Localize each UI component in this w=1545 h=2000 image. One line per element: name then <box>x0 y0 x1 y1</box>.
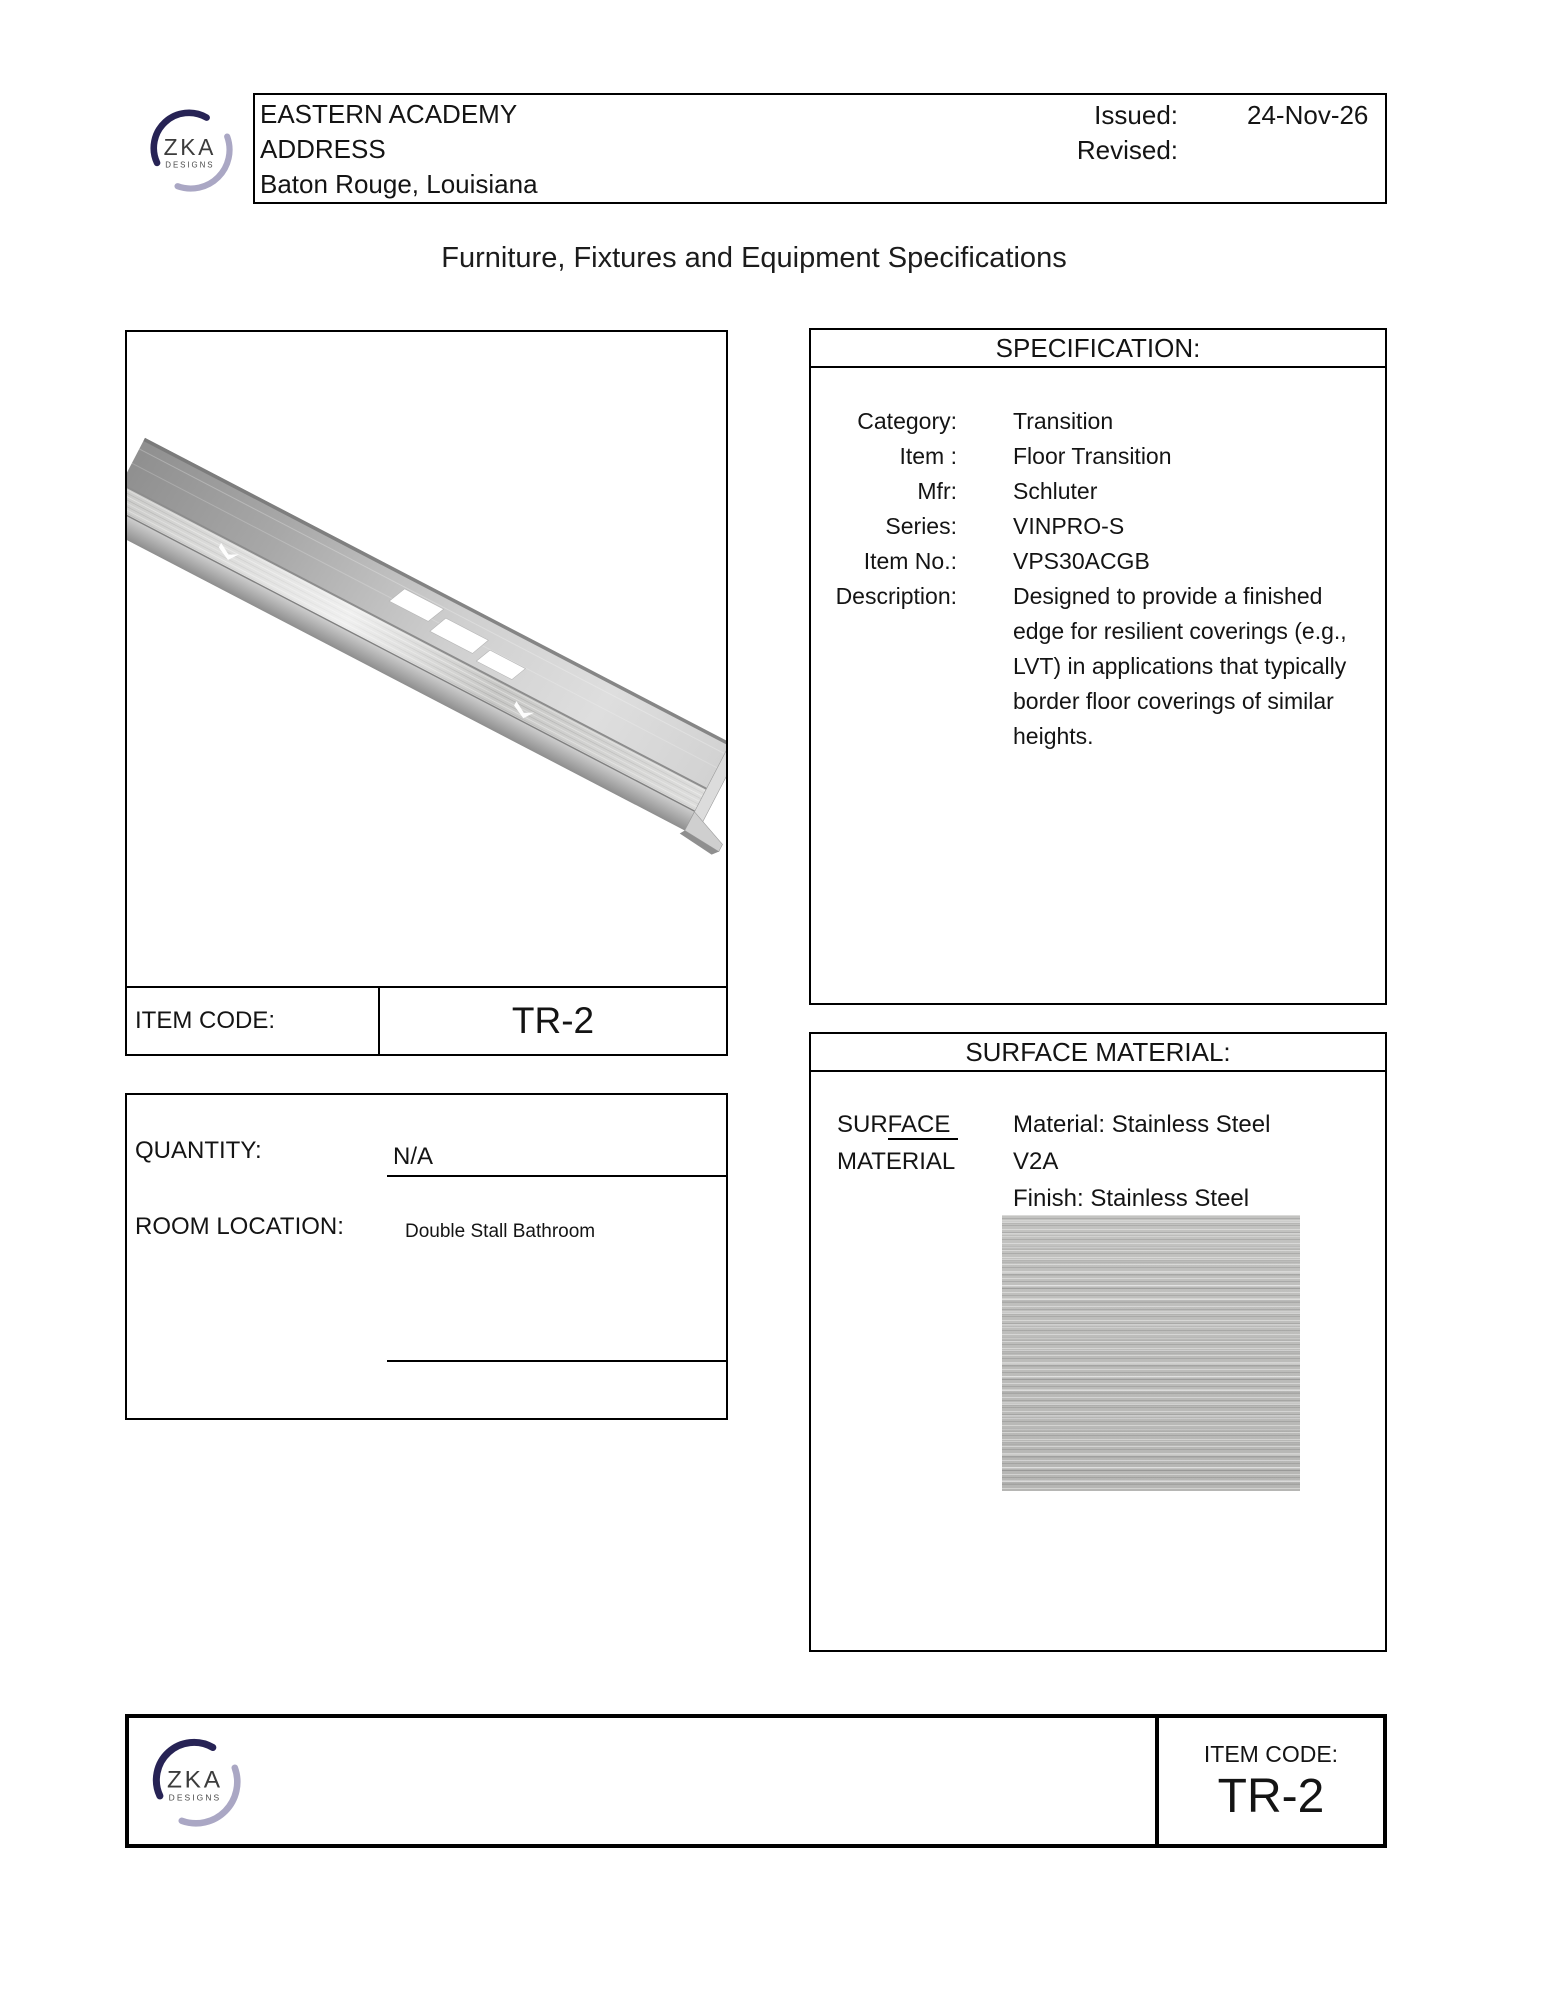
room-location-label: ROOM LOCATION: <box>135 1213 344 1240</box>
surface-detail-material: Material: Stainless Steel <box>1013 1111 1271 1138</box>
spec-label-item-no: Item No.: <box>863 548 957 574</box>
specification-box <box>809 328 1387 1005</box>
surface-material-side-label <box>837 1106 958 1180</box>
surface-label-line2: MATERIAL <box>837 1148 956 1175</box>
logo-sub-text: DESIGNS <box>165 160 215 170</box>
spec-label-item: Item : <box>899 443 957 469</box>
specification-rows <box>811 368 1385 754</box>
issued-date: 24-Nov-26 <box>1247 100 1369 130</box>
logo-brand-text: ZKA <box>166 1766 223 1794</box>
footer-item-code-label: ITEM CODE: <box>1203 1740 1339 1767</box>
item-code-row <box>127 986 726 1054</box>
product-image-box <box>125 330 728 1056</box>
quantity-label: QUANTITY: <box>135 1137 262 1164</box>
org-city: Baton Rouge, Louisiana <box>260 169 538 199</box>
surface-material-heading: SURFACE MATERIAL: <box>811 1034 1385 1072</box>
revised-label: Revised: <box>1076 135 1178 165</box>
surface-material-box <box>809 1032 1387 1652</box>
spec-label-mfr: Mfr: <box>917 478 957 504</box>
surface-label-line1 <box>837 1106 958 1143</box>
spec-value-mfr: Schluter <box>1013 478 1098 504</box>
issued-label: Issued: <box>1094 100 1178 130</box>
product-photo-transition-strip <box>127 332 726 986</box>
header-box <box>253 93 1387 204</box>
quantity-value: N/A <box>387 1143 726 1177</box>
spec-label-series: Series: <box>885 513 957 539</box>
spec-row <box>811 579 1385 754</box>
page-title: Furniture, Fixtures and Equipment Specifications <box>441 242 1067 274</box>
quantity-box <box>125 1093 728 1420</box>
zka-logo-footer <box>147 1728 241 1832</box>
spec-value-category: Transition <box>1013 408 1114 434</box>
logo-sub-text: DESIGNS <box>168 1792 222 1803</box>
spec-label-description: Description: <box>835 583 957 609</box>
item-code-label: ITEM CODE: <box>127 988 380 1054</box>
spec-value-description: Designed to provide a finished edge for resilient coverings (e.g., LVT) in applications that typically border floor coverings of similar heights. <box>1013 583 1347 749</box>
header-org-block <box>260 97 538 202</box>
blank-fill-line <box>387 1360 726 1362</box>
surface-detail-finish: Finish: Stainless Steel <box>1013 1185 1250 1212</box>
surface-label-plain: SUR <box>837 1111 888 1138</box>
stainless-steel-swatch <box>1002 1215 1300 1491</box>
spec-row <box>811 404 1385 439</box>
footer-item-code-value: TR-2 <box>1217 1769 1325 1823</box>
org-address: ADDRESS <box>260 134 386 164</box>
item-code-value: TR-2 <box>511 1000 595 1041</box>
spec-row <box>811 439 1385 474</box>
spec-row <box>811 509 1385 544</box>
specification-heading: SPECIFICATION: <box>811 330 1385 368</box>
org-name: EASTERN ACADEMY <box>260 99 518 129</box>
spec-row <box>811 474 1385 509</box>
surface-material-details <box>1013 1106 1270 1217</box>
spec-value-item-no: VPS30ACGB <box>1013 548 1150 574</box>
spec-row <box>811 544 1385 579</box>
footer-item-code-cell <box>1155 1718 1383 1844</box>
footer-box <box>125 1714 1387 1848</box>
room-location-value: Double Stall Bathroom <box>405 1221 596 1242</box>
spec-label-category: Category: <box>857 408 957 434</box>
surface-label-underlined: FACE <box>888 1111 959 1140</box>
spec-value-series: VINPRO-S <box>1013 513 1125 539</box>
surface-detail-grade: V2A <box>1013 1148 1059 1175</box>
spec-value-item: Floor Transition <box>1013 443 1172 469</box>
logo-brand-text: ZKA <box>163 134 217 161</box>
zka-logo <box>145 104 233 192</box>
